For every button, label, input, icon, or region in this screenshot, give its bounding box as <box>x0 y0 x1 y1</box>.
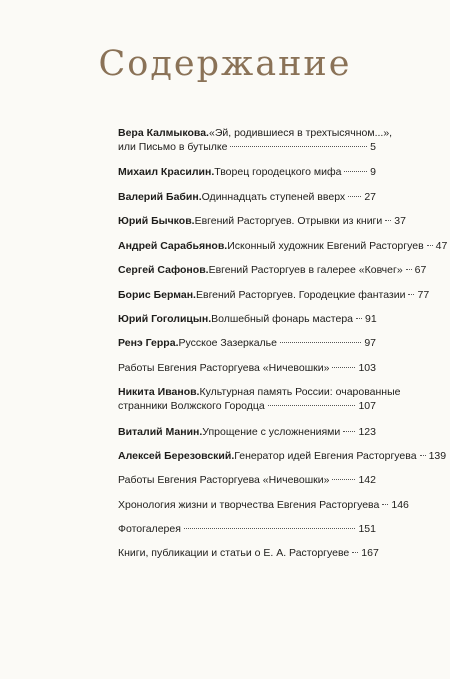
toc-entry <box>118 126 393 154</box>
dot-leader <box>332 367 355 368</box>
entry-title-continued: странники Волжского Городца <box>118 400 265 412</box>
entry-page-number: 123 <box>358 426 376 438</box>
entry-page-number: 9 <box>370 166 376 178</box>
entry-author: Алексей Березовский. <box>118 450 235 462</box>
entry-author: Никита Иванов. <box>118 386 200 398</box>
entry-page-number: 47 <box>435 240 448 252</box>
toc-entry <box>118 239 448 253</box>
entry-author: Виталий Манин. <box>118 426 203 438</box>
dot-leader <box>408 294 414 295</box>
dot-leader <box>427 245 433 246</box>
toc-entry <box>118 473 376 487</box>
entry-page-number: 77 <box>417 289 430 301</box>
entry-title: Евгений Расторгуев. Отрывки из книги <box>194 215 383 227</box>
entry-author: Борис Берман. <box>118 289 196 301</box>
dot-leader <box>406 269 412 270</box>
entry-title: Работы Евгения Расторгуева «Ничевошки» <box>118 362 330 374</box>
toc-entry <box>118 449 447 463</box>
dot-leader <box>352 552 358 553</box>
entry-page-number: 97 <box>364 337 376 349</box>
page-title: Содержание <box>98 44 352 84</box>
entry-title: Генератор идей Евгения Расторгуева <box>234 450 417 462</box>
entry-title: Хронология жизни и творчества Евгения Расторгуева <box>118 499 380 511</box>
entry-page-number: 167 <box>361 547 379 559</box>
dot-leader <box>385 220 391 221</box>
entry-author: Сергей Сафонов. <box>118 264 209 276</box>
entry-title: Евгений Расторгуев. Городецкие фантазии <box>195 289 406 301</box>
entry-title: Русское Зазеркалье <box>178 337 277 349</box>
dot-leader <box>382 504 388 505</box>
dot-leader <box>280 342 361 343</box>
entry-title: «Эй, родившиеся в трехтысячном...», <box>208 127 393 139</box>
entry-title: Одиннадцать ступеней вверх <box>201 191 346 203</box>
entry-page-number: 5 <box>370 141 376 153</box>
entry-author: Юрий Гоголицын. <box>118 313 212 325</box>
entry-page-number: 91 <box>365 313 377 325</box>
dot-leader <box>344 171 367 172</box>
entry-title: Волшебный фонарь мастера <box>211 313 353 325</box>
entry-title: Культурная память России: очарованные <box>199 386 401 398</box>
toc-entry <box>118 288 430 302</box>
entry-author: Ренэ Герра. <box>118 337 179 349</box>
entry-page-number: 139 <box>428 450 447 462</box>
toc-entry <box>118 336 376 350</box>
toc-entry <box>118 546 379 560</box>
toc-entry <box>118 498 409 512</box>
entry-page-number: 146 <box>391 499 409 511</box>
entry-author: Андрей Сарабьянов. <box>118 240 228 252</box>
entry-author: Михаил Красилин. <box>118 166 215 178</box>
toc-entry <box>118 165 376 179</box>
entry-title: Евгений Расторгуев в галерее «Ковчег» <box>208 264 403 276</box>
entry-author: Вера Калмыкова. <box>118 127 209 139</box>
toc-entry <box>118 263 427 277</box>
toc-entry <box>118 190 376 204</box>
entry-title: Упрощение с усложнениями <box>202 426 341 438</box>
entry-author: Юрий Бычков. <box>118 215 195 227</box>
dot-leader <box>420 455 426 456</box>
entry-page-number: 142 <box>358 474 376 486</box>
toc-entry <box>118 385 401 413</box>
toc-entry <box>118 425 376 439</box>
entry-page-number: 67 <box>414 264 427 276</box>
entry-page-number: 107 <box>358 400 376 412</box>
dot-leader <box>356 318 362 319</box>
entry-title: Творец городецкого мифа <box>214 166 342 178</box>
entry-page-number: 103 <box>358 362 376 374</box>
toc-entry <box>118 522 376 536</box>
toc-entry <box>118 312 376 326</box>
entry-author: Валерий Бабин. <box>118 191 202 203</box>
dot-leader <box>184 528 356 529</box>
entry-title-continued: или Письмо в бутылке <box>118 141 228 153</box>
dot-leader <box>268 405 356 406</box>
toc-entry <box>118 214 406 228</box>
entry-title: Книги, публикации и статьи о Е. А. Расторгуеве <box>118 547 350 559</box>
toc-entry <box>118 361 376 375</box>
dot-leader <box>348 196 361 197</box>
entry-title: Фотогалерея <box>118 523 181 535</box>
dot-leader <box>230 146 367 147</box>
entry-title: Работы Евгения Расторгуева «Ничевошки» <box>118 474 330 486</box>
dot-leader <box>332 479 355 480</box>
entry-page-number: 151 <box>358 523 376 535</box>
entry-page-number: 27 <box>364 191 376 203</box>
entry-title: Исконный художник Евгений Расторгуев <box>227 240 424 252</box>
dot-leader <box>343 431 355 432</box>
entry-page-number: 37 <box>394 215 406 227</box>
